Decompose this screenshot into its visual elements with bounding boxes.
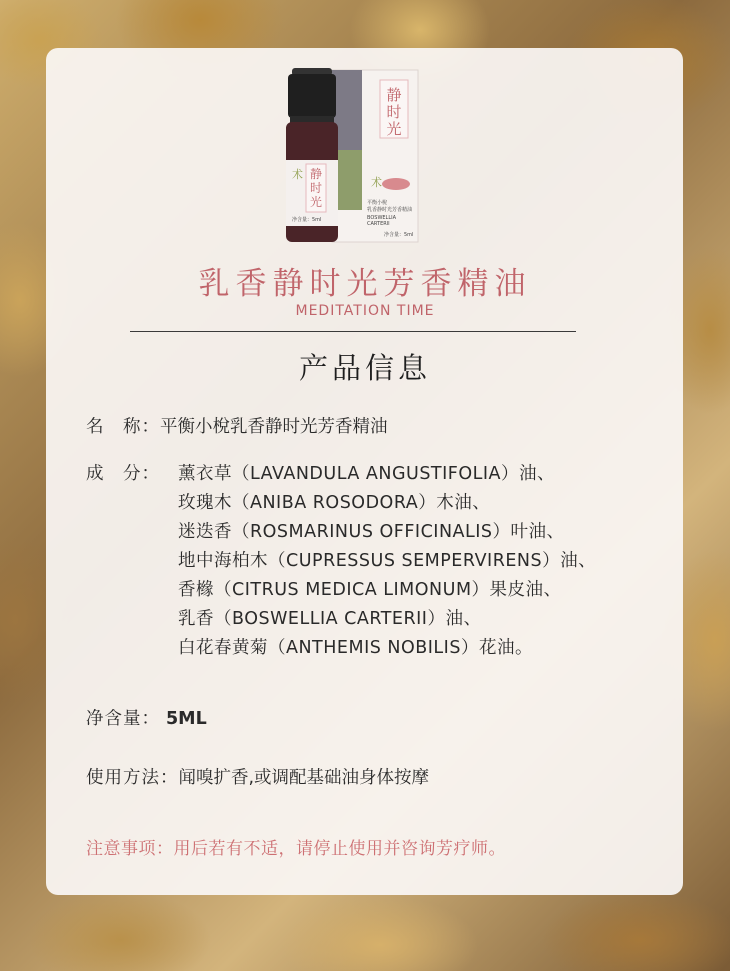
volume-label: 净含量：: [86, 709, 160, 729]
name-label: 名 称：: [86, 417, 160, 437]
box-volume: 净含量：5ml: [384, 232, 414, 238]
volume-value: 5ML: [166, 709, 207, 729]
volume-row: [86, 705, 207, 730]
bottle-volume: 净含量：5ml: [292, 217, 322, 223]
box-decoration: [382, 178, 410, 190]
divider: [130, 331, 576, 332]
bottle-cap: [288, 74, 336, 118]
product-title: 乳香静时光芳香精油: [198, 266, 532, 302]
ingredient-item: 乳香（BOSWELLIA CARTERII）油、: [178, 609, 482, 629]
ingredient-item: 白花春黄菊（ANTHEMIS NOBILIS）花油。: [178, 638, 533, 658]
ingredient-item: 地中海柏木（CUPRESSUS SEMPERVIRENS）油、: [178, 551, 597, 571]
name-row: [86, 413, 388, 438]
caution-note: 注意事项：用后若有不适，请停止使用并咨询芳疗师。: [86, 839, 506, 859]
ingredient-item: 香橼（CITRUS MEDICA LIMONUM）果皮油、: [178, 580, 562, 600]
bottle-brand-2: 时: [309, 181, 323, 195]
ingredient-item: 玫瑰木（ANIBA ROSODORA）木油、: [178, 493, 491, 513]
box-text-2: 乳香静时光芳香精油: [367, 207, 413, 213]
box-logo: 术: [371, 176, 382, 189]
name-value: 平衡小梲乳香静时光芳香精油: [160, 417, 388, 437]
ingredients-label: 成 分：: [86, 464, 160, 484]
product-subtitle: MEDITATION TIME: [295, 303, 435, 319]
ingredient-item: 迷迭香（ROSMARINUS OFFICINALIS）叶油、: [178, 522, 565, 542]
box-brand-2: 时: [386, 103, 402, 121]
box-text-3: BOSWELLIA: [367, 215, 397, 221]
box-text-4: CARTERII: [367, 221, 390, 227]
bottle-brand-3: 光: [309, 195, 323, 209]
usage-value: 闻嗅扩香,或调配基础油身体按摩: [178, 768, 430, 788]
ingredients-row: [86, 460, 160, 485]
ingredient-item: 薰衣草（LAVANDULA ANGUSTIFOLIA）油、: [178, 464, 556, 484]
box-brand-3: 光: [386, 120, 402, 138]
usage-label: 使用方法：: [86, 768, 179, 788]
bottle-brand-1: 静: [309, 167, 323, 181]
box-brand-1: 静: [386, 86, 402, 104]
bottle-logo: 术: [292, 168, 303, 181]
usage-row: [86, 764, 429, 789]
box-text-1: 平衡小梲: [367, 200, 388, 206]
section-title: 产品信息: [298, 351, 431, 385]
product-image: [284, 66, 422, 246]
